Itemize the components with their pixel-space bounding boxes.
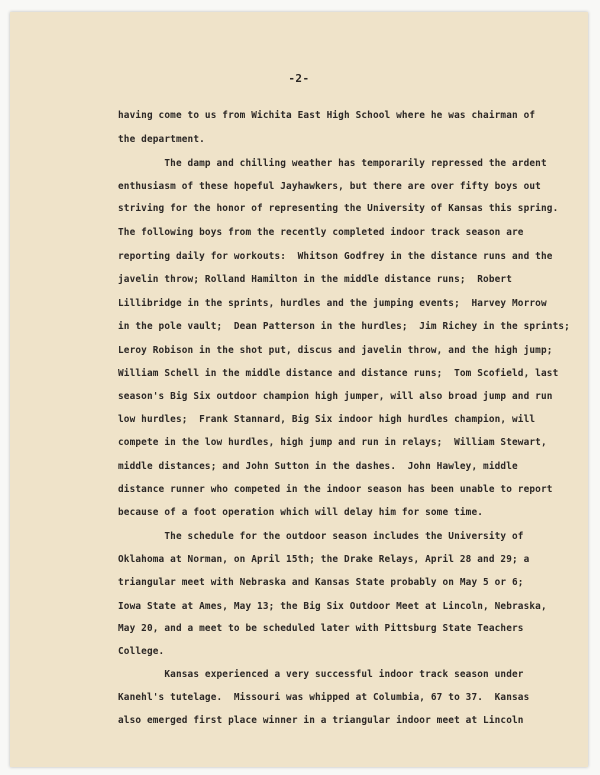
- text-line: enthusiasm of these hopeful Jayhawkers, but there are over fifty boys out: [118, 181, 541, 192]
- text-line: also emerged first place winner in a triangular indoor meet at Lincoln: [118, 715, 524, 726]
- text-line: The schedule for the outdoor season includes the University of: [118, 531, 524, 542]
- text-line: striving for the honor of representing the University of Kansas this spring.: [118, 203, 559, 214]
- text-line: reporting daily for workouts: Whitson Godfrey in the distance runs and the: [118, 251, 553, 262]
- text-line: Oklahoma at Norman, on April 15th; the Drake Relays, April 28 and 29; a: [118, 554, 530, 565]
- text-line: the department.: [118, 134, 205, 145]
- text-line: distance runner who competed in the indoor season has been unable to report: [118, 484, 553, 495]
- text-line: May 20, and a meet to be scheduled later with Pittsburg State Teachers: [118, 623, 524, 634]
- text-line: middle distances; and John Sutton in the dashes. John Hawley, middle: [118, 461, 518, 472]
- text-line: season's Big Six outdoor champion high jumper, will also broad jump and run: [118, 391, 553, 402]
- text-line: Leroy Robison in the shot put, discus and javelin throw, and the high jump;: [118, 345, 553, 356]
- text-line: Iowa State at Ames, May 13; the Big Six Outdoor Meet at Lincoln, Nebraska,: [118, 601, 547, 612]
- text-line: having come to us from Wichita East High School where he was chairman of: [118, 110, 536, 121]
- text-line: College.: [118, 646, 165, 657]
- text-line: The following boys from the recently completed indoor track season are: [118, 227, 524, 238]
- text-line: Kansas experienced a very successful indoor track season under: [118, 669, 524, 680]
- text-line: William Schell in the middle distance and distance runs; Tom Scofield, last: [118, 368, 559, 379]
- text-line: low hurdles; Frank Stannard, Big Six indoor high hurdles champion, will: [118, 414, 536, 425]
- page-number: -2-: [288, 72, 310, 85]
- text-line: compete in the low hurdles, high jump and run in relays; William Stewart,: [118, 437, 547, 448]
- text-line: The damp and chilling weather has temporarily repressed the ardent: [118, 158, 547, 169]
- text-line: because of a foot operation which will delay him for some time.: [118, 507, 484, 518]
- text-line: Lillibridge in the sprints, hurdles and the jumping events; Harvey Morrow: [118, 298, 547, 309]
- typewritten-page: [10, 12, 588, 767]
- text-line: triangular meet with Nebraska and Kansas State probably on May 5 or 6;: [118, 577, 524, 588]
- text-line: in the pole vault; Dean Patterson in the hurdles; Jim Richey in the sprints;: [118, 321, 570, 332]
- text-line: javelin throw; Rolland Hamilton in the middle distance runs; Robert: [118, 274, 513, 285]
- text-line: Kanehl's tutelage. Missouri was whipped at Columbia, 67 to 37. Kansas: [118, 692, 530, 703]
